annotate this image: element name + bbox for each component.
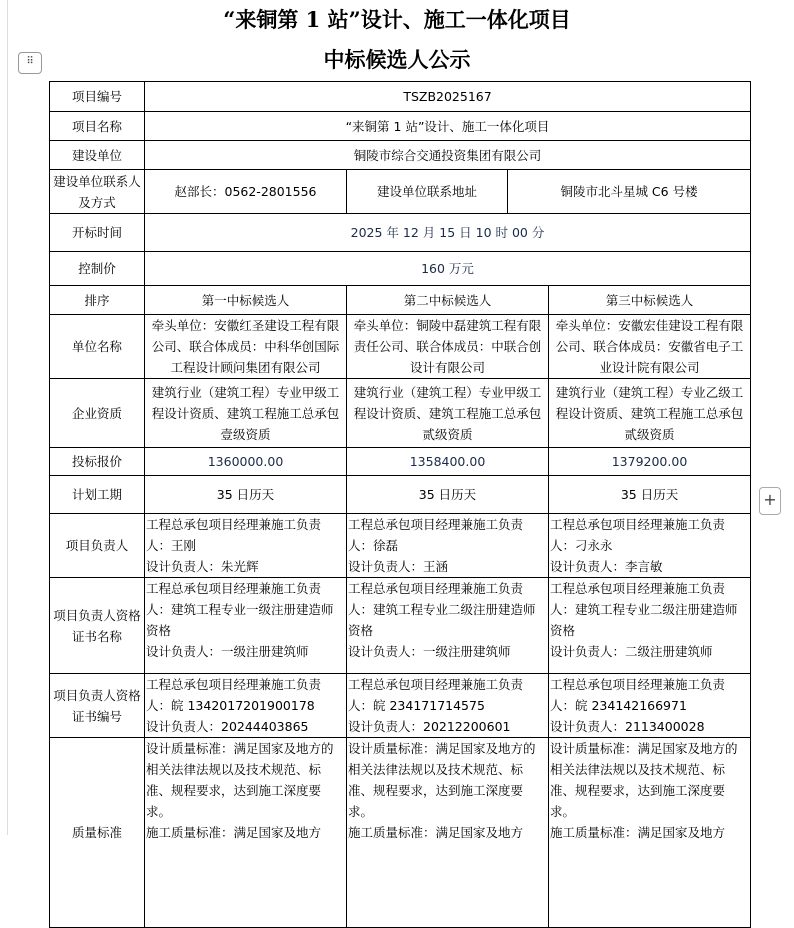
address-label: 建设单位联系地址: [347, 170, 508, 214]
table-row: [50, 82, 751, 112]
designer-cert-no: 设计负责人：20212200601: [348, 719, 511, 734]
row-label: 建设单位: [50, 141, 145, 170]
rank-2: 第二中标候选人: [347, 286, 549, 315]
table-row: [50, 286, 751, 315]
pm-cert: 工程总承包项目经理兼施工负责人：建筑工程专业二级注册建造师资格: [348, 581, 536, 638]
row-label: 控制价: [50, 252, 145, 286]
construction-quality: 施工质量标准：满足国家及地方: [348, 825, 524, 840]
cert-no: [145, 674, 347, 738]
unit-name: 牵头单位：安徽红圣建设工程有限公司、联合体成员：中科华创国际工程设计顾问集团有限公司: [145, 315, 347, 379]
construction-quality: 施工质量标准：满足国家及地方: [550, 825, 726, 840]
table-row: [50, 578, 751, 674]
table-row: [50, 514, 751, 578]
table-row: [50, 674, 751, 738]
open-time: 2025 年 12 月 15 日 10 时 00 分: [145, 214, 751, 252]
bid-price: 1379200.00: [549, 448, 751, 476]
qualification: 建筑行业（建筑工程）专业甲级工程设计资质、建筑工程施工总承包壹级资质: [145, 379, 347, 448]
construction-quality: 施工质量标准：满足国家及地方: [146, 825, 322, 840]
bid-price: 1360000.00: [145, 448, 347, 476]
row-label: 排序: [50, 286, 145, 315]
quality: [347, 738, 549, 928]
design-quality: 设计质量标准：满足国家及地方的相关法律法规以及技术规范、标准、规程要求，达到施工深度要求。: [146, 741, 334, 819]
row-label: 投标报价: [50, 448, 145, 476]
table-row: [50, 252, 751, 286]
candidate-table: [49, 81, 751, 928]
designer-cert-no: 设计负责人：2113400028: [550, 719, 705, 734]
pm-cert: 工程总承包项目经理兼施工负责人：建筑工程专业二级注册建造师资格: [550, 581, 738, 638]
owner: 铜陵市综合交通投资集团有限公司: [145, 141, 751, 170]
designer: 设计负责人：朱光辉: [146, 559, 259, 574]
row-label: 项目负责人资格证书编号: [50, 674, 145, 738]
rank-1: 第一中标候选人: [145, 286, 347, 315]
pm: 工程总承包项目经理兼施工负责人：徐磊: [348, 517, 524, 553]
page-edge: [7, 0, 8, 835]
control-price: 160 万元: [145, 252, 751, 286]
project-name: “来铜第 1 站”设计、施工一体化项目: [145, 112, 751, 141]
designer: 设计负责人：王涵: [348, 559, 449, 574]
pm-cert-no: 工程总承包项目经理兼施工负责人：皖 234142166971: [550, 677, 726, 713]
qualification: 建筑行业（建筑工程）专业甲级工程设计资质、建筑工程施工总承包贰级资质: [347, 379, 549, 448]
designer: 设计负责人：李言敏: [550, 559, 663, 574]
quality: [145, 738, 347, 928]
rank-3: 第三中标候选人: [549, 286, 751, 315]
row-label: 开标时间: [50, 214, 145, 252]
pm-cert: 工程总承包项目经理兼施工负责人：建筑工程专业一级注册建造师资格: [146, 581, 334, 638]
drag-handle-icon[interactable]: ⠿: [18, 52, 42, 74]
leader: [347, 514, 549, 578]
cert: [347, 578, 549, 674]
cert: [145, 578, 347, 674]
row-label: 建设单位联系人及方式: [50, 170, 145, 214]
row-label: 项目编号: [50, 82, 145, 112]
cert: [549, 578, 751, 674]
row-label: 项目名称: [50, 112, 145, 141]
pm: 工程总承包项目经理兼施工负责人：刁永永: [550, 517, 726, 553]
document-title: “来铜第 1 站”设计、施工一体化项目: [223, 7, 571, 32]
unit-name: 牵头单位：铜陵中磊建筑工程有限责任公司、联合体成员：中联合创设计有限公司: [347, 315, 549, 379]
design-quality: 设计质量标准：满足国家及地方的相关法律法规以及技术规范、标准、规程要求，达到施工深度要求。: [348, 741, 536, 819]
leader: [145, 514, 347, 578]
table-row: [50, 214, 751, 252]
row-label: 质量标准: [50, 738, 145, 928]
pm-cert-no: 工程总承包项目经理兼施工负责人：皖 234171714575: [348, 677, 524, 713]
designer-cert: 设计负责人：一级注册建筑师: [146, 644, 309, 659]
contact: 赵部长：0562-2801556: [145, 170, 347, 214]
row-label: 企业资质: [50, 379, 145, 448]
designer-cert: 设计负责人：二级注册建筑师: [550, 644, 713, 659]
table-row: [50, 315, 751, 379]
pm-cert-no: 工程总承包项目经理兼施工负责人：皖 1342017201900178: [146, 677, 322, 713]
row-label: 计划工期: [50, 476, 145, 514]
table-row: [50, 476, 751, 514]
project-number: TSZB2025167: [145, 82, 751, 112]
address: 铜陵市北斗星城 C6 号楼: [508, 170, 751, 214]
table-row: [50, 112, 751, 141]
quality: [549, 738, 751, 928]
table-row: [50, 738, 751, 928]
table-row: [50, 379, 751, 448]
unit-name: 牵头单位：安徽宏佳建设工程有限公司、联合体成员：安徽省电子工业设计院有限公司: [549, 315, 751, 379]
design-quality: 设计质量标准：满足国家及地方的相关法律法规以及技术规范、标准、规程要求，达到施工深度要求。: [550, 741, 738, 819]
row-label: 项目负责人: [50, 514, 145, 578]
designer-cert-no: 设计负责人：20244403865: [146, 719, 309, 734]
period: 35 日历天: [145, 476, 347, 514]
row-label: 单位名称: [50, 315, 145, 379]
document-subtitle: 中标候选人公示: [323, 47, 471, 72]
table-row: [50, 170, 751, 214]
cert-no: [347, 674, 549, 738]
designer-cert: 设计负责人：一级注册建筑师: [348, 644, 511, 659]
pm: 工程总承包项目经理兼施工负责人：王刚: [146, 517, 322, 553]
leader: [549, 514, 751, 578]
qualification: 建筑行业（建筑工程）专业乙级工程设计资质、建筑工程施工总承包贰级资质: [549, 379, 751, 448]
period: 35 日历天: [347, 476, 549, 514]
cert-no: [549, 674, 751, 738]
bid-price: 1358400.00: [347, 448, 549, 476]
period: 35 日历天: [549, 476, 751, 514]
row-label: 项目负责人资格证书名称: [50, 578, 145, 674]
table-row: [50, 141, 751, 170]
plus-icon[interactable]: +: [759, 487, 781, 515]
table-row: [50, 448, 751, 476]
